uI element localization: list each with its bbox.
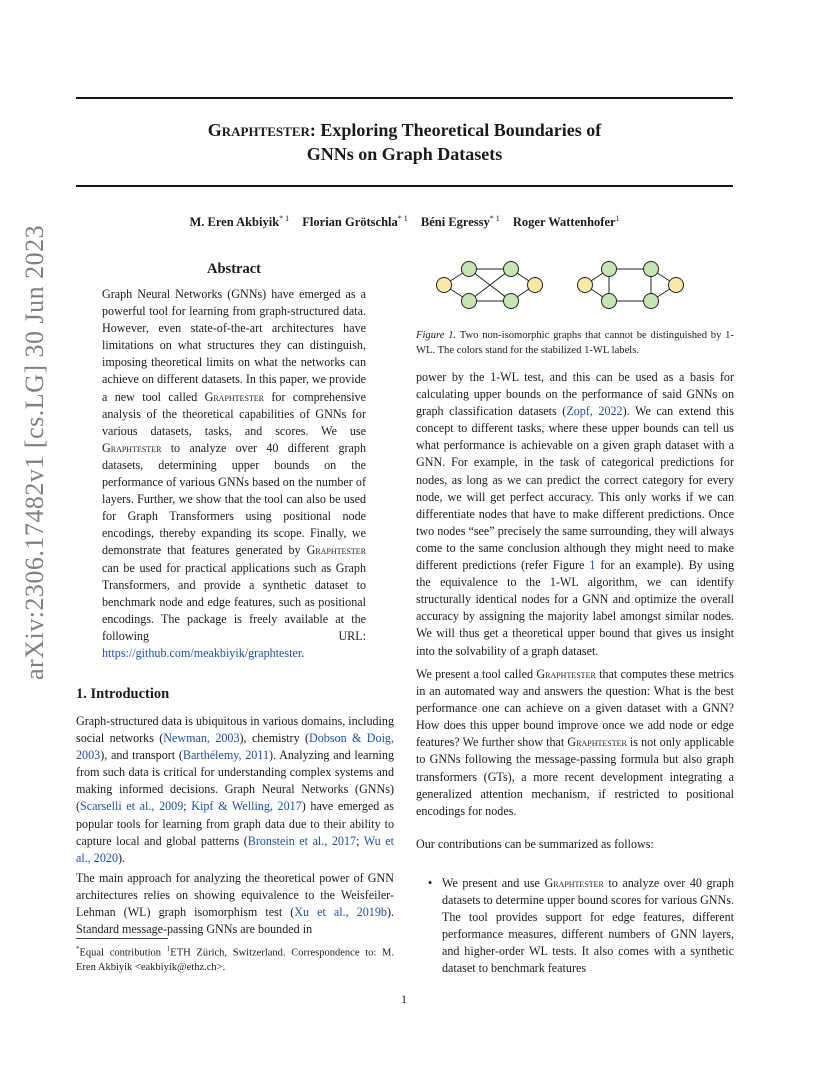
tool-name: Graphtester bbox=[544, 876, 604, 890]
figure-1-graphs bbox=[430, 256, 710, 314]
text-run: The main approach for analyzing the theoretical power of GNN architectures relies on showing equivalence to the Weisfeiler-Lehman (WL) graph isomorphism test ( bbox=[76, 871, 394, 920]
page-number: 1 bbox=[401, 992, 407, 1006]
contribution-bullet bbox=[428, 875, 734, 978]
text-run: ). We can extend this concept to different tasks, where these upper bounds can tell us what performance is achievable on a given graph dataset with a GNN. For example, in the task of categorical predictions for nodes, as long as we can predict the correct category for every node, we will get perfect accuracy. This only works if we can differentiate nodes that have to make different predictions. Once two nodes “see” precisely the same surrounding, they will always come to the same conclusion although they might need to make different predictions (refer Figure bbox=[416, 404, 734, 573]
text-run: for an example). By using the equivalence to the 1-WL algorithm, we can identify structurally identical nodes for a GNN and optimize the overall accuracy by assigning the majority label amongst similar nodes. We will thus get a theoretical upper bound that gives us insight into the solvability of a graph dataset. bbox=[416, 558, 734, 658]
graph-right bbox=[578, 262, 684, 309]
tool-name: Graphtester bbox=[536, 667, 596, 681]
right-paragraph-1 bbox=[416, 369, 734, 660]
bullet-text bbox=[442, 875, 734, 978]
node bbox=[462, 262, 477, 277]
title-bottom-rule bbox=[76, 185, 733, 187]
title-line-2: GNNs on Graph Datasets bbox=[306, 144, 503, 164]
text-run: Graph-structured data is ubiquitous in various domains, including social networks ( bbox=[76, 714, 394, 746]
tool-name: Graphtester bbox=[567, 735, 627, 750]
author-3: Béni Egressy$^{* 1}$ bbox=[420, 214, 500, 230]
author-4: Roger Wattenhofer$^1$ bbox=[512, 214, 620, 230]
text-run: ). bbox=[118, 850, 126, 865]
citation-link[interactable]: Bronstein et al., 2017 bbox=[247, 833, 357, 848]
footnote: *Equal contribution $^1$ETH Zürich, Switzerland. Correspondence to: M. Eren Akbiyik <eakbiyik@ethz.ch>. bbox=[76, 945, 394, 973]
author-2: Florian Grötschla$^{* 1}$ bbox=[302, 214, 408, 230]
node bbox=[504, 262, 519, 277]
right-paragraph-2 bbox=[416, 666, 734, 820]
citation-link[interactable]: Scarselli et al., 2009 bbox=[80, 799, 184, 814]
text-run: to analyze over 40 graph datasets to determine upper bound scores for various GNNs. The tool provides support for edge features, different performance measures, different numbers of GNN layers, and higher-order WL tests. It also comes with a synthetic dataset to benchmark features bbox=[442, 876, 734, 976]
text-run: We present a tool called bbox=[416, 667, 537, 681]
node bbox=[602, 262, 617, 277]
text-run: that computes these metrics in an automated way and answers the question: What is the best performance one can achieve on a given dataset with a GNN? How does this upper bound improve once we add node or edge features? We further show that bbox=[416, 667, 735, 750]
abstract-heading: Abstract bbox=[207, 261, 261, 277]
node bbox=[602, 294, 617, 309]
footnote-rule bbox=[76, 938, 168, 939]
bullet-dot: • bbox=[428, 876, 433, 890]
node bbox=[437, 278, 452, 293]
title-tool-name: Graphtester bbox=[207, 120, 310, 140]
text-run: ), and transport ( bbox=[100, 748, 183, 763]
graph-left bbox=[437, 262, 543, 309]
paper-title bbox=[76, 118, 733, 166]
text-run: power by the 1-WL test, and this can be used as a basis for calculating upper bounds on the performance of said GNNs on graph classification datasets ( bbox=[416, 370, 734, 419]
author-1: M. Eren Akbiyik$^{* 1}$ bbox=[189, 214, 290, 230]
title-rest: : Exploring Theoretical Boundaries of bbox=[309, 120, 602, 140]
figure-1-caption: Figure 1. Two non-isomorphic graphs that cannot be distinguished by 1-WL. The colors stand for the stabilized 1-WL labels. bbox=[416, 330, 734, 356]
arxiv-stamp: arXiv:2306.17482v1 [cs.LG] 30 Jun 2023 bbox=[20, 224, 49, 680]
citation-link[interactable]: Wu et al., 2020 bbox=[76, 833, 394, 865]
node bbox=[644, 294, 659, 309]
text-run: We present and use bbox=[442, 876, 545, 890]
text-run: is not only applicable to GNNs following the message-passing formula but also graph transformers (GTs), a more recent development integrating a generalized attention mechanism, if restricted to positional encodings for nodes. bbox=[416, 735, 734, 818]
citation-link[interactable]: Dobson & Doig, 2003 bbox=[76, 731, 394, 763]
text-run: ). Standard message-passing GNNs are bounded in bbox=[76, 905, 394, 937]
text-run: ; bbox=[183, 799, 192, 814]
node bbox=[644, 262, 659, 277]
citation-link[interactable]: Xu et al., 2019b bbox=[294, 905, 387, 920]
text-run: ; bbox=[356, 833, 364, 848]
abstract-text: Graph Neural Networks (GNNs) have emerged as a powerful tool for learning from graph-structured data. However, even state-of-the-art architectures have limitations on what structures they can distinguish, imposing theoretical limits on what the networks can achieve on different datasets. In this paper, we provide a new tool called Graphtester for comprehensive analysis of the theoretical capabilities of GNNs for various datasets, tasks, and scores. We use Graphtester to analyze over 40 different graph datasets, determining upper bounds on the performance of various GNNs based on the number of layers. Further, we show that the tool can also be used for Graph Transformers using positional node encodings, thereby expanding its scope. Finally, we demonstrate that features generated by Graphtester can be used for practical applications such as Graph Transformers, and provide a synthetic dataset to benchmark node and edge features, such as positional encodings. The package is freely available at the following URL: https://github.com/meakbiyik/graphtester. bbox=[102, 287, 367, 660]
citation-link[interactable]: Kipf & Welling, 2017 bbox=[191, 799, 302, 814]
author-list bbox=[76, 214, 733, 230]
citation-link[interactable]: Barthélemy, 2011 bbox=[182, 748, 269, 763]
citation-link[interactable]: 1 bbox=[589, 558, 596, 573]
text-run: ) have emerged as popular tools for learning from graph data due to their ability to capture local and global patterns ( bbox=[76, 799, 395, 848]
top-rule bbox=[76, 97, 733, 99]
node bbox=[669, 278, 684, 293]
intro-paragraph-1 bbox=[76, 713, 394, 867]
node bbox=[528, 278, 543, 293]
right-paragraph-3: Our contributions can be summarized as follows: bbox=[416, 837, 654, 851]
node bbox=[504, 294, 519, 309]
citation-link[interactable]: Zopf, 2022 bbox=[566, 404, 623, 419]
text-run: ), chemistry ( bbox=[239, 731, 310, 746]
node bbox=[462, 294, 477, 309]
repo-link[interactable]: https://github.com/meakbiyik/graphtester bbox=[102, 645, 302, 660]
node bbox=[578, 278, 593, 293]
intro-paragraph-2 bbox=[76, 870, 394, 938]
text-run: ). Analyzing and learning from such data is critical for understanding complex systems and making informed decisions. Graph Neural Networks (GNNs) ( bbox=[76, 748, 394, 814]
citation-link[interactable]: Newman, 2003 bbox=[163, 731, 240, 746]
intro-heading: 1. Introduction bbox=[76, 686, 170, 702]
